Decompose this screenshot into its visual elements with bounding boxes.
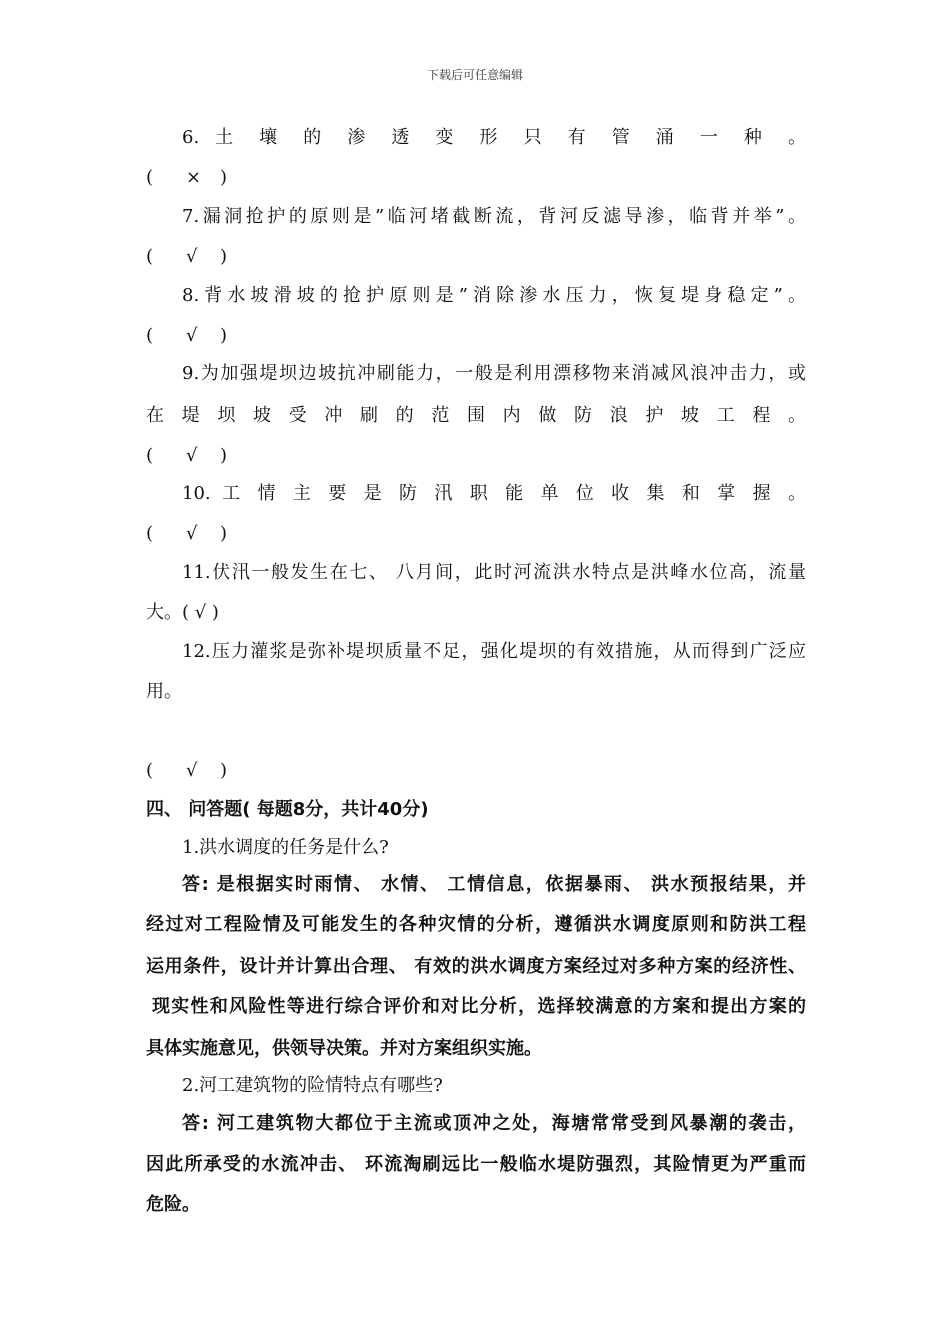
close-paren: ) <box>220 325 228 346</box>
close-paren: ) <box>220 523 228 544</box>
answer-1-line: 现实性和风险性等进行综合评价和对比分析，选择较满意的方案和提出方案的 <box>152 996 806 1017</box>
close-paren: ) <box>220 445 228 466</box>
answer-2-line: 危险。 <box>146 1194 200 1215</box>
judgment-11-text-line2: 大。( √ ) <box>146 602 219 623</box>
judgment-12-text-line2: 用。 <box>146 681 182 702</box>
question-1: 1.洪水调度的任务是什么? <box>182 837 389 858</box>
page-header-note: 下载后可任意编辑 <box>426 68 523 82</box>
judgment-11-text-line1: 11.伏汛一般发生在七、 八月间，此时河流洪水特点是洪峰水位高，流量 <box>182 562 806 583</box>
judgment-6-text: 6. 土 壤 的 渗 透 变 形 只 有 管 涌 一 种 。 <box>182 127 806 148</box>
judgment-8-text: 8.背水坡滑坡的抢护原则是”消除渗水压力，恢复堤身稳定”。 <box>182 285 806 306</box>
answer-1-line: 答: 是根据实时雨情、 水情、 工情信息，依据暴雨、 洪水预报结果，并 <box>182 874 806 895</box>
answer-1-line: 具体实施意见，供领导决策。并对方案组织实施。 <box>146 1038 542 1059</box>
answer-2-line: 答: 河工建筑物大都位于主流或顶冲之处，海塘常常受到风暴潮的袭击， <box>182 1113 806 1134</box>
open-paren: ( <box>146 246 154 267</box>
close-paren: ) <box>220 246 228 267</box>
judgment-9-text-line2: 在 堤 坝 坡 受 冲 刷 的 范 围 内 做 防 浪 护 坡 工 程 。 <box>146 405 806 426</box>
close-paren: ) <box>220 760 228 781</box>
cross-mark: × <box>186 167 202 188</box>
check-mark: √ <box>186 246 198 267</box>
open-paren: ( <box>146 445 154 466</box>
answer-1-line: 运用条件，设计并计算出合理、 有效的洪水调度方案经过对多种方案的经济性、 <box>146 956 806 977</box>
check-mark: √ <box>186 325 198 346</box>
close-paren: ) <box>220 167 228 188</box>
open-paren: ( <box>146 167 154 188</box>
section-heading: 四、 问答题( 每题8分，共计40分) <box>146 799 429 820</box>
judgment-10-text: 10. 工 情 主 要 是 防 汛 职 能 单 位 收 集 和 掌 握 。 <box>182 483 806 504</box>
check-mark: √ <box>186 523 198 544</box>
judgment-7-text: 7.漏洞抢护的原则是”临河堵截断流，背河反滤导渗，临背并举”。 <box>182 206 806 227</box>
answer-1-line: 经过对工程险情及可能发生的各种灾情的分析，遵循洪水调度原则和防洪工程 <box>146 914 806 935</box>
judgment-12-text-line1: 12.压力灌浆是弥补堤坝质量不足，强化堤坝的有效措施，从而得到广泛应 <box>182 641 806 662</box>
judgment-9-text-line1: 9.为加强堤坝边坡抗冲刷能力，一般是利用漂移物来消减风浪冲击力，或 <box>182 363 806 384</box>
open-paren: ( <box>146 325 154 346</box>
open-paren: ( <box>146 760 154 781</box>
check-mark: √ <box>186 445 198 466</box>
question-2: 2.河工建筑物的险情特点有哪些? <box>182 1075 443 1096</box>
check-mark: √ <box>186 760 198 781</box>
answer-2-line: 因此所承受的水流冲击、 环流淘刷远比一般临水堤防强烈，其险情更为严重而 <box>146 1154 806 1175</box>
open-paren: ( <box>146 523 154 544</box>
